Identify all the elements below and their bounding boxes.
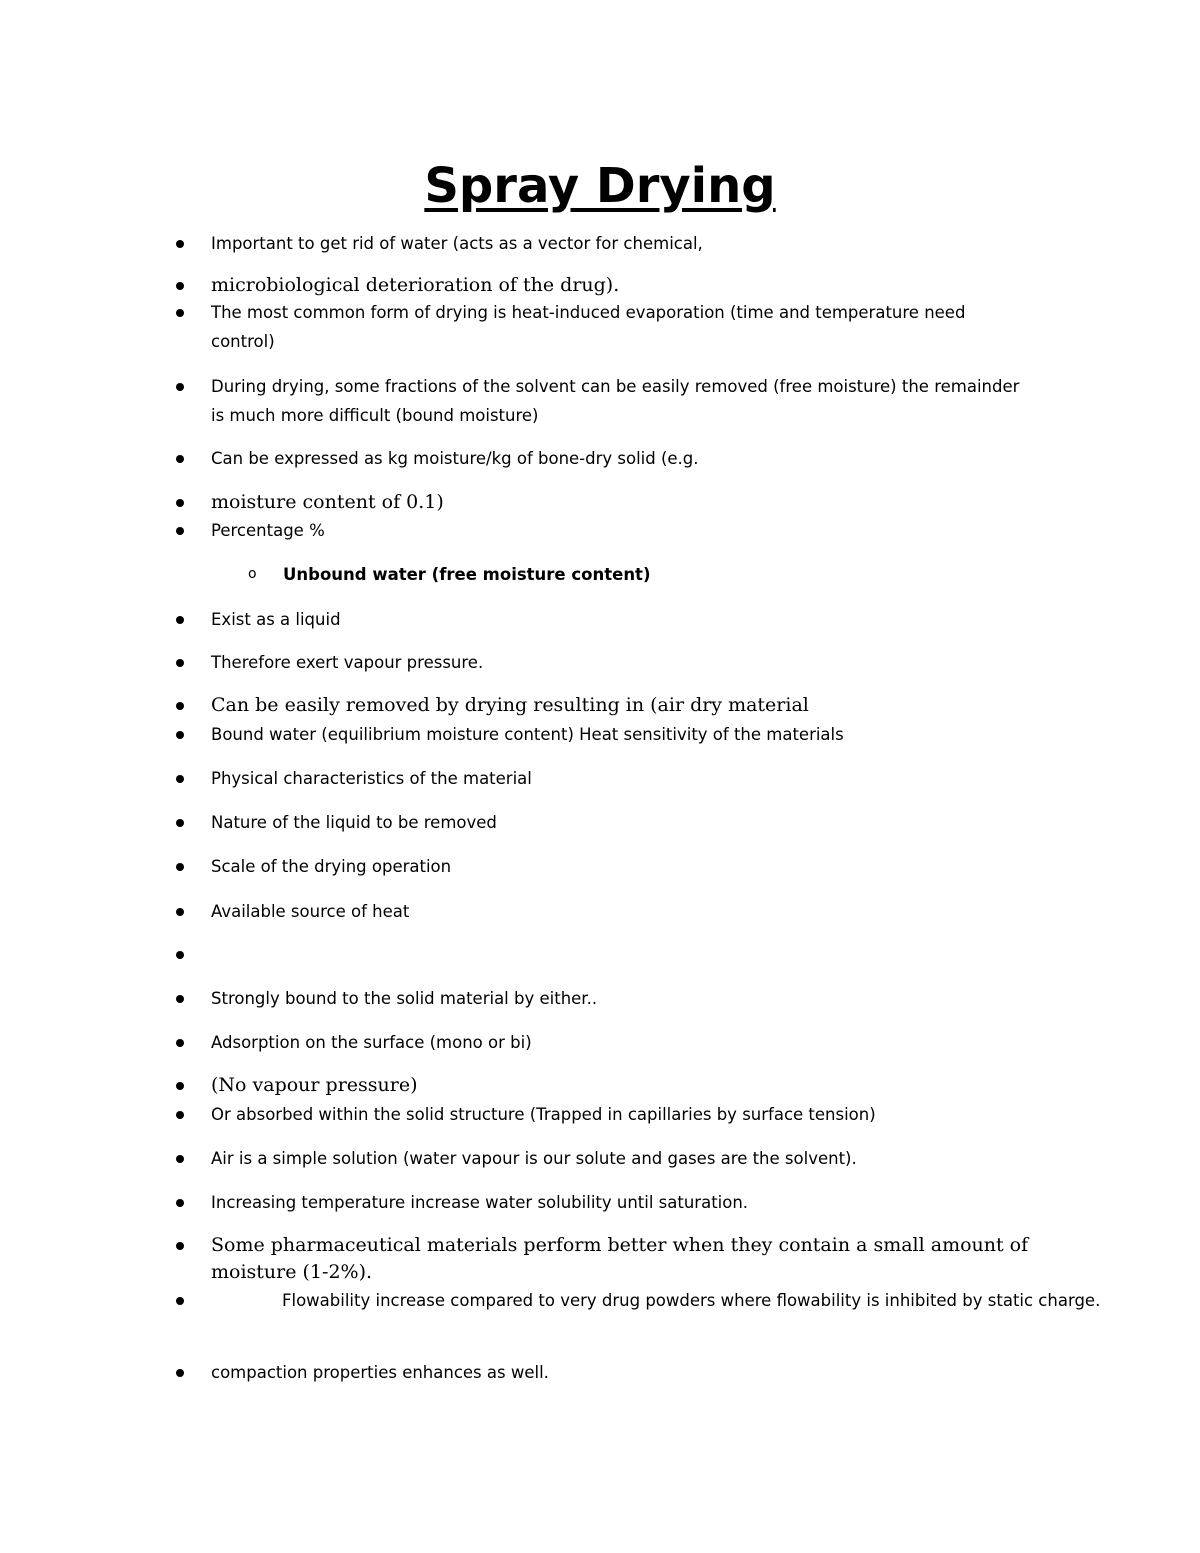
bullet-dot [175,907,185,917]
bullet-dot [175,1368,185,1378]
bullet-dot [175,308,185,318]
sub-bullet-marker: o [248,566,257,582]
bullet-dot [175,1241,185,1251]
bullet-dot [175,1296,185,1306]
list-item: (No vapour pressure) [211,1074,418,1096]
list-item: Therefore exert vapour pressure. [211,653,484,672]
list-item: Important to get rid of water (acts as a vector for chemical, [211,234,703,253]
list-item: Air is a simple solution (water vapour is our solute and gases are the solvent). [211,1149,857,1168]
bullet-dot [175,862,185,872]
list-item: Increasing temperature increase water solubility until saturation. [211,1193,749,1212]
list-item: Available source of heat [211,902,410,921]
list-item: Some pharmaceutical materials perform better when they contain a small amount of moisture (1-2%). [211,1234,1029,1283]
bullet-dot [175,1154,185,1164]
bullet-dot [175,498,185,508]
bullet-dot [175,1198,185,1208]
list-item: Can be easily removed by drying resulting in (air dry material [211,694,809,716]
list-item: Adsorption on the surface (mono or bi) [211,1033,532,1052]
bullet-dot [175,1110,185,1120]
bullet-dot [175,281,185,291]
list-item: microbiological deterioration of the drug). [211,274,620,296]
list-item: Strongly bound to the solid material by either.. [211,989,598,1008]
bullet-dot [175,774,185,784]
list-item: Percentage % [211,521,325,540]
list-item: compaction properties enhances as well. [211,1363,549,1382]
list-item: Or absorbed within the solid structure (Trapped in capillaries by surface tension) [211,1105,876,1124]
bullet-dot [175,1081,185,1091]
bullet-dot [175,950,185,960]
bullet-dot [175,454,185,464]
bullet-dot [175,1038,185,1048]
bullet-dot [175,730,185,740]
list-item: During drying, some fractions of the solvent can be easily removed (free moisture) the remainder is much more difficult (bound moisture) [211,377,1020,425]
list-item: Exist as a liquid [211,610,341,629]
list-item: Unbound water (free moisture content) [283,565,651,584]
bullet-dot [175,994,185,1004]
bullet-dot [175,382,185,392]
bullet-dot [175,658,185,668]
list-item: Nature of the liquid to be removed [211,813,497,832]
bullet-dot [175,526,185,536]
bullet-dot [175,239,185,249]
list-item: Physical characteristics of the material [211,769,532,788]
list-item: Scale of the drying operation [211,857,452,876]
bullet-dot [175,701,185,711]
page-title: Spray Drying [424,158,776,214]
bullet-dot [175,615,185,625]
list-item: Flowability increase compared to very drug powders where flowability is inhibited by static charge. [282,1291,1101,1310]
list-item: The most common form of drying is heat-induced evaporation (time and temperature need control) [211,303,966,351]
list-item: Can be expressed as kg moisture/kg of bone-dry solid (e.g. [211,449,699,468]
list-item: Bound water (equilibrium moisture content) Heat sensitivity of the materials [211,725,844,744]
list-item: moisture content of 0.1) [211,491,444,513]
bullet-dot [175,818,185,828]
